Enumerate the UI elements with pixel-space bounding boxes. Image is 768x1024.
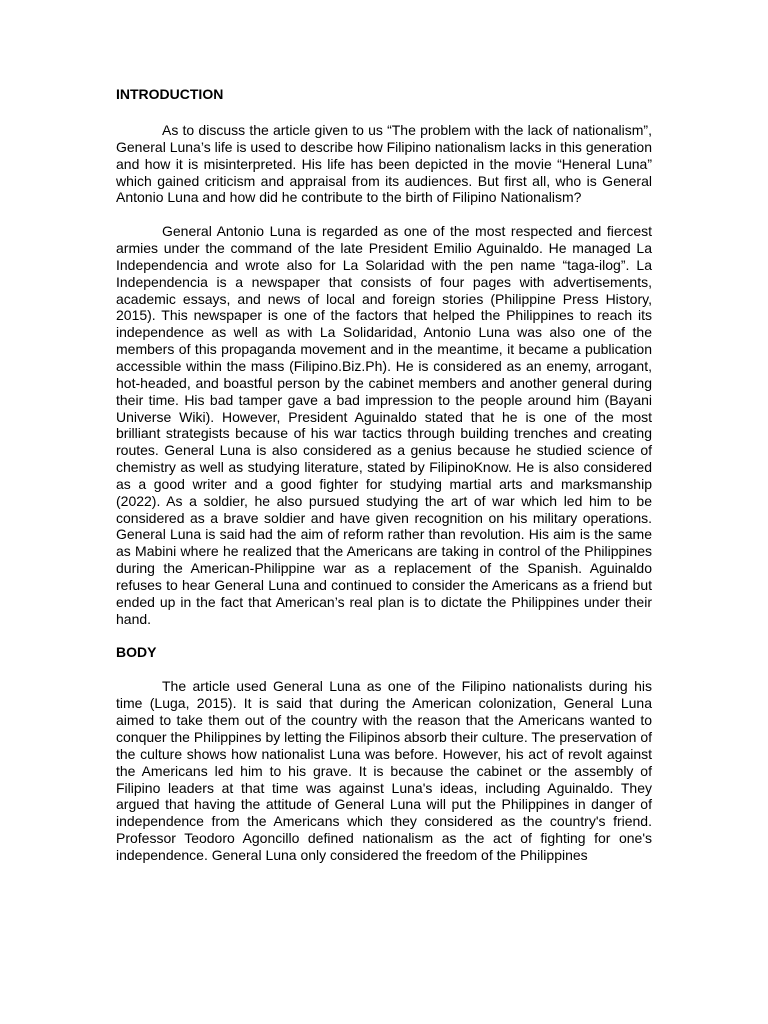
introduction-paragraph-2: General Antonio Luna is regarded as one of the most respected and fiercest armies under the command of the late President Emilio Aguinaldo. He managed La Independencia and wrote also for La Solaridad with the pen name “taga-ilog”. La Independencia is a newspaper that consists of four pages with advertisements, academic essays, and news of local and foreign stories (Philippine Press History, 2015). This newspaper is one of the factors that helped the Philippines to reach its independence as well as with La Solidaridad, Antonio Luna was also one of the members of this propaganda movement and in the meantime, it became a publication accessible within the mass (Filipino.Biz.Ph). He is considered as an enemy, arrogant, hot-headed, and boastful person by the cabinet members and another general during their time. His bad tamper gave a bad impression to the people around him (Bayani Universe Wiki). However, President Aguinaldo stated that he is one of the most brilliant strategists because of his war tactics through building trenches and creating routes. General Luna is also considered as a genius because he studied science of chemistry as well as studying literature, stated by FilipinoKnow. He is also considered as a good writer and a good fighter for studying martial arts and marksmanship (2022). As a soldier, he also pursued studying the art of war which led him to be considered as a brave soldier and have given recognition on his military operations. General Luna is said had the aim of reform rather than revolution. His aim is the same as Mabini where he realized that the Americans are taking in control of the Philippines during the American-Philippine war as a replacement of the Spanish. Aguinaldo refuses to hear General Luna and continued to consider the Americans as a friend but ended up in the fact that American’s real plan is to dictate the Philippines under their hand. <box>116 223 652 627</box>
document-page <box>116 86 652 864</box>
introduction-paragraph-1: As to discuss the article given to us “The problem with the lack of nationalism”, General Luna’s life is used to describe how Filipino nationalism lacks in this generation and how it is misinterpreted. His life has been depicted in the movie “Heneral Luna” which gained criticism and appraisal from its audiences. But first all, who is General Antonio Luna and how did he contribute to the birth of Filipino Nationalism? <box>116 122 652 206</box>
body-paragraph-1: The article used General Luna as one of the Filipino nationalists during his time (Luga, 2015). It is said that during the American colonization, General Luna aimed to take them out of the country with the reason that the Americans wanted to conquer the Philippines by letting the Filipinos absorb their culture. The preservation of the culture shows how nationalist Luna was before. However, his act of revolt against the Americans led him to his grave. It is because the cabinet or the assembly of Filipino leaders at that time was against Luna's ideas, including Aguinaldo. They argued that having the attitude of General Luna will put the Philippines in danger of independence from the Americans which they considered as the country's friend. Professor Teodoro Agoncillo defined nationalism as the act of fighting for one's independence. General Luna only considered the freedom of the Philippines <box>116 678 652 863</box>
section-heading-introduction: INTRODUCTION <box>116 86 224 102</box>
section-heading-body: BODY <box>116 644 157 661</box>
